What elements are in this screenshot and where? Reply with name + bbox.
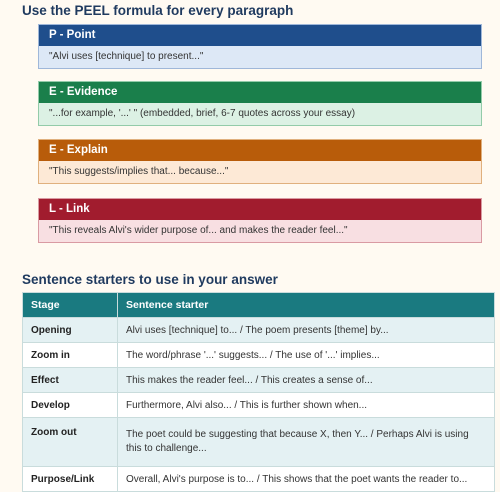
- starter-cell: Furthermore, Alvi also... / This is further shown when...: [118, 393, 495, 418]
- stage-cell: Effect: [23, 368, 118, 393]
- peel-card-point-title: P - Point: [39, 25, 481, 46]
- sentence-starters-table: [22, 292, 495, 492]
- stage-cell: Zoom out: [23, 418, 118, 467]
- table-row: [23, 467, 495, 492]
- peel-card-evidence-text: "...for example, '...' " (embedded, brief, 6-7 quotes across your essay): [39, 103, 481, 125]
- table-header-row: [23, 293, 495, 318]
- peel-card-explain-text: "This suggests/implies that... because...": [39, 161, 481, 183]
- table-row: [23, 393, 495, 418]
- peel-card-explain-title: E - Explain: [39, 140, 481, 161]
- starter-cell: This makes the reader feel... / This creates a sense of...: [118, 368, 495, 393]
- peel-card-evidence-title: E - Evidence: [39, 82, 481, 103]
- starter-cell: Overall, Alvi's purpose is to... / This shows that the poet wants the reader to...: [118, 467, 495, 492]
- peel-card-link: [38, 198, 482, 243]
- stage-cell: Develop: [23, 393, 118, 418]
- stage-cell: Purpose/Link: [23, 467, 118, 492]
- peel-card-link-text: "This reveals Alvi's wider purpose of... and makes the reader feel...": [39, 220, 481, 242]
- peel-card-point: [38, 24, 482, 69]
- column-header-stage: Stage: [23, 293, 118, 318]
- stage-cell: Opening: [23, 318, 118, 343]
- stage-cell: Zoom in: [23, 343, 118, 368]
- peel-heading: Use the PEEL formula for every paragraph: [22, 3, 294, 18]
- column-header-sentence-starter: Sentence starter: [118, 293, 495, 318]
- starter-cell: The poet could be suggesting that because X, then Y... / Perhaps Alvi is using this to challenge...: [118, 418, 495, 467]
- table-row: [23, 418, 495, 467]
- peel-card-explain: [38, 139, 482, 184]
- peel-card-point-text: "Alvi uses [technique] to present...": [39, 46, 481, 68]
- starter-cell: Alvi uses [technique] to... / The poem presents [theme] by...: [118, 318, 495, 343]
- peel-card-evidence: [38, 81, 482, 126]
- table-row: [23, 318, 495, 343]
- table-row: [23, 368, 495, 393]
- peel-card-link-title: L - Link: [39, 199, 481, 220]
- table-row: [23, 343, 495, 368]
- starters-heading: Sentence starters to use in your answer: [22, 272, 278, 287]
- starter-cell: The word/phrase '...' suggests... / The use of '...' implies...: [118, 343, 495, 368]
